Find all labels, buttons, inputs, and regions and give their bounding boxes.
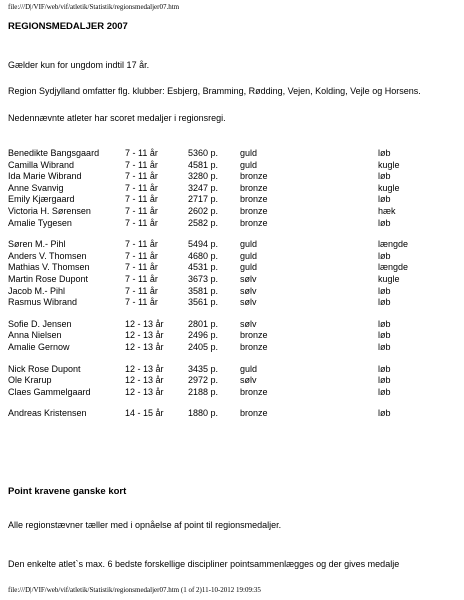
- discipline: længde: [378, 239, 409, 250]
- result-row: [8, 239, 458, 251]
- points: 4680 p.: [188, 250, 219, 261]
- athlete-name: Claes Gammelgaard: [8, 386, 91, 397]
- points: 2602 p.: [188, 205, 219, 216]
- intro-medal-note: Nedennævnte atleter har scoret medaljer i regionsregi.: [8, 113, 226, 123]
- points: 2801 p.: [188, 318, 219, 329]
- age-class: 7 - 11 år: [125, 285, 158, 296]
- section-heading: Point kravene ganske kort: [8, 486, 127, 497]
- points: 1880 p.: [188, 408, 219, 419]
- medal: bronze: [240, 386, 268, 397]
- medal: bronze: [240, 330, 268, 341]
- result-group: [8, 148, 458, 229]
- discipline: løb: [378, 341, 391, 352]
- medal: sølv: [240, 375, 257, 386]
- age-class: 7 - 11 år: [125, 148, 158, 158]
- result-group: [8, 319, 458, 354]
- result-row: [8, 148, 458, 160]
- age-class: 7 - 11 år: [125, 262, 158, 273]
- age-class: 12 - 13 år: [125, 363, 164, 374]
- result-row: [8, 319, 458, 331]
- athlete-name: Martin Rose Dupont: [8, 273, 89, 284]
- discipline: løb: [378, 297, 391, 308]
- points: 3561 p.: [188, 297, 219, 308]
- url-header: file:///D|/VIF/web/vif/atletik/Statistik/regionsmedaljer07.htm: [8, 3, 180, 11]
- age-class: 12 - 13 år: [125, 386, 164, 397]
- age-class: 7 - 11 år: [125, 205, 158, 216]
- result-row: [8, 206, 458, 218]
- discipline: løb: [378, 285, 391, 296]
- age-class: 7 - 11 år: [125, 159, 158, 170]
- result-group: [8, 364, 458, 399]
- discipline: kugle: [378, 159, 400, 170]
- result-row: [8, 183, 458, 195]
- medal: bronze: [240, 217, 268, 228]
- result-row: [8, 297, 458, 309]
- age-class: 7 - 11 år: [125, 217, 158, 228]
- athlete-name: Andreas Kristensen: [8, 408, 87, 419]
- points: 2496 p.: [188, 330, 219, 341]
- discipline: løb: [378, 194, 391, 205]
- medal: guld: [240, 363, 258, 374]
- athlete-name: Søren M.- Pihl: [8, 239, 66, 250]
- medal: sølv: [240, 318, 257, 329]
- athlete-name: Ole Krarup: [8, 375, 52, 386]
- age-class: 7 - 11 år: [125, 273, 158, 284]
- discipline: løb: [378, 250, 391, 261]
- result-group: [8, 408, 458, 420]
- medal: sølv: [240, 273, 257, 284]
- age-class: 14 - 15 år: [125, 408, 164, 419]
- discipline: løb: [378, 408, 391, 419]
- athlete-name: Victoria H. Sørensen: [8, 205, 91, 216]
- points: 2582 p.: [188, 217, 219, 228]
- age-class: 7 - 11 år: [125, 250, 158, 261]
- discipline: løb: [378, 386, 391, 397]
- section-paragraph-1: Alle regionstævner tæller med i opnåelse af point til regionsmedaljer.: [8, 520, 282, 530]
- age-class: 12 - 13 år: [125, 375, 164, 386]
- section-paragraph-2: Den enkelte atlet`s max. 6 bedste forskellige discipliner pointsammenlægges og der gives medalje: [8, 559, 400, 569]
- results-list: [8, 148, 458, 430]
- points: 3581 p.: [188, 285, 219, 296]
- athlete-name: Amalie Tygesen: [8, 217, 72, 228]
- intro-age-limit: Gælder kun for ungdom indtil 17 år.: [8, 60, 150, 70]
- age-class: 7 - 11 år: [125, 171, 158, 182]
- result-row: [8, 387, 458, 399]
- result-row: [8, 330, 458, 342]
- age-class: 12 - 13 år: [125, 330, 164, 341]
- discipline: løb: [378, 171, 391, 182]
- medal: bronze: [240, 194, 268, 205]
- discipline: kugle: [378, 182, 400, 193]
- result-row: [8, 364, 458, 376]
- result-row: [8, 251, 458, 263]
- result-row: [8, 171, 458, 183]
- page-title: REGIONSMEDALJER 2007: [8, 21, 128, 32]
- points: 2717 p.: [188, 194, 219, 205]
- medal: guld: [240, 262, 258, 273]
- medal: bronze: [240, 182, 268, 193]
- result-row: [8, 286, 458, 298]
- athlete-name: Ida Marie Wibrand: [8, 171, 82, 182]
- discipline: løb: [378, 148, 391, 158]
- discipline: løb: [378, 330, 391, 341]
- athlete-name: Jacob M.- Pihl: [8, 285, 66, 296]
- result-row: [8, 274, 458, 286]
- footer: file:///D|/VIF/web/vif/atletik/Statistik/regionsmedaljer07.htm (1 of 2)11-10-2012 19:09:35: [8, 586, 261, 594]
- intro-region-clubs: Region Sydjylland omfatter flg. klubber: Esbjerg, Bramming, Rødding, Vejen, Kolding, Vejle og Horsens.: [8, 86, 421, 96]
- result-row: [8, 262, 458, 274]
- points: 3673 p.: [188, 273, 219, 284]
- medal: bronze: [240, 171, 268, 182]
- athlete-name: Amalie Gernow: [8, 341, 70, 352]
- discipline: løb: [378, 318, 391, 329]
- age-class: 7 - 11 år: [125, 182, 158, 193]
- age-class: 7 - 11 år: [125, 194, 158, 205]
- age-class: 12 - 13 år: [125, 341, 164, 352]
- points: 5494 p.: [188, 239, 219, 250]
- athlete-name: Nick Rose Dupont: [8, 363, 81, 374]
- discipline: løb: [378, 217, 391, 228]
- medal: guld: [240, 148, 258, 158]
- medal: sølv: [240, 297, 257, 308]
- points: 3435 p.: [188, 363, 219, 374]
- points: 3280 p.: [188, 171, 219, 182]
- result-row: [8, 375, 458, 387]
- athlete-name: Emily Kjærgaard: [8, 194, 75, 205]
- discipline: kugle: [378, 273, 400, 284]
- result-row: [8, 218, 458, 230]
- result-row: [8, 160, 458, 172]
- points: 5360 p.: [188, 148, 219, 158]
- athlete-name: Camilla Wibrand: [8, 159, 75, 170]
- result-group: [8, 239, 458, 309]
- result-row: [8, 408, 458, 420]
- athlete-name: Benedikte Bangsgaard: [8, 148, 100, 158]
- age-class: 7 - 11 år: [125, 239, 158, 250]
- medal: bronze: [240, 205, 268, 216]
- athlete-name: Anna Nielsen: [8, 330, 62, 341]
- discipline: hæk: [378, 205, 396, 216]
- athlete-name: Sofie D. Jensen: [8, 318, 72, 329]
- athlete-name: Anne Svanvig: [8, 182, 64, 193]
- age-class: 7 - 11 år: [125, 297, 158, 308]
- medal: sølv: [240, 285, 257, 296]
- discipline: løb: [378, 375, 391, 386]
- medal: guld: [240, 239, 258, 250]
- medal: guld: [240, 159, 258, 170]
- athlete-name: Rasmus Wibrand: [8, 297, 78, 308]
- result-row: [8, 194, 458, 206]
- points: 2972 p.: [188, 375, 219, 386]
- points: 2188 p.: [188, 386, 219, 397]
- athlete-name: Anders V. Thomsen: [8, 250, 87, 261]
- result-row: [8, 342, 458, 354]
- points: 4531 p.: [188, 262, 219, 273]
- points: 4581 p.: [188, 159, 219, 170]
- age-class: 12 - 13 år: [125, 318, 164, 329]
- discipline: længde: [378, 262, 409, 273]
- points: 2405 p.: [188, 341, 219, 352]
- discipline: løb: [378, 363, 391, 374]
- athlete-name: Mathias V. Thomsen: [8, 262, 90, 273]
- points: 3247 p.: [188, 182, 219, 193]
- medal: guld: [240, 250, 258, 261]
- medal: bronze: [240, 408, 268, 419]
- medal: bronze: [240, 341, 268, 352]
